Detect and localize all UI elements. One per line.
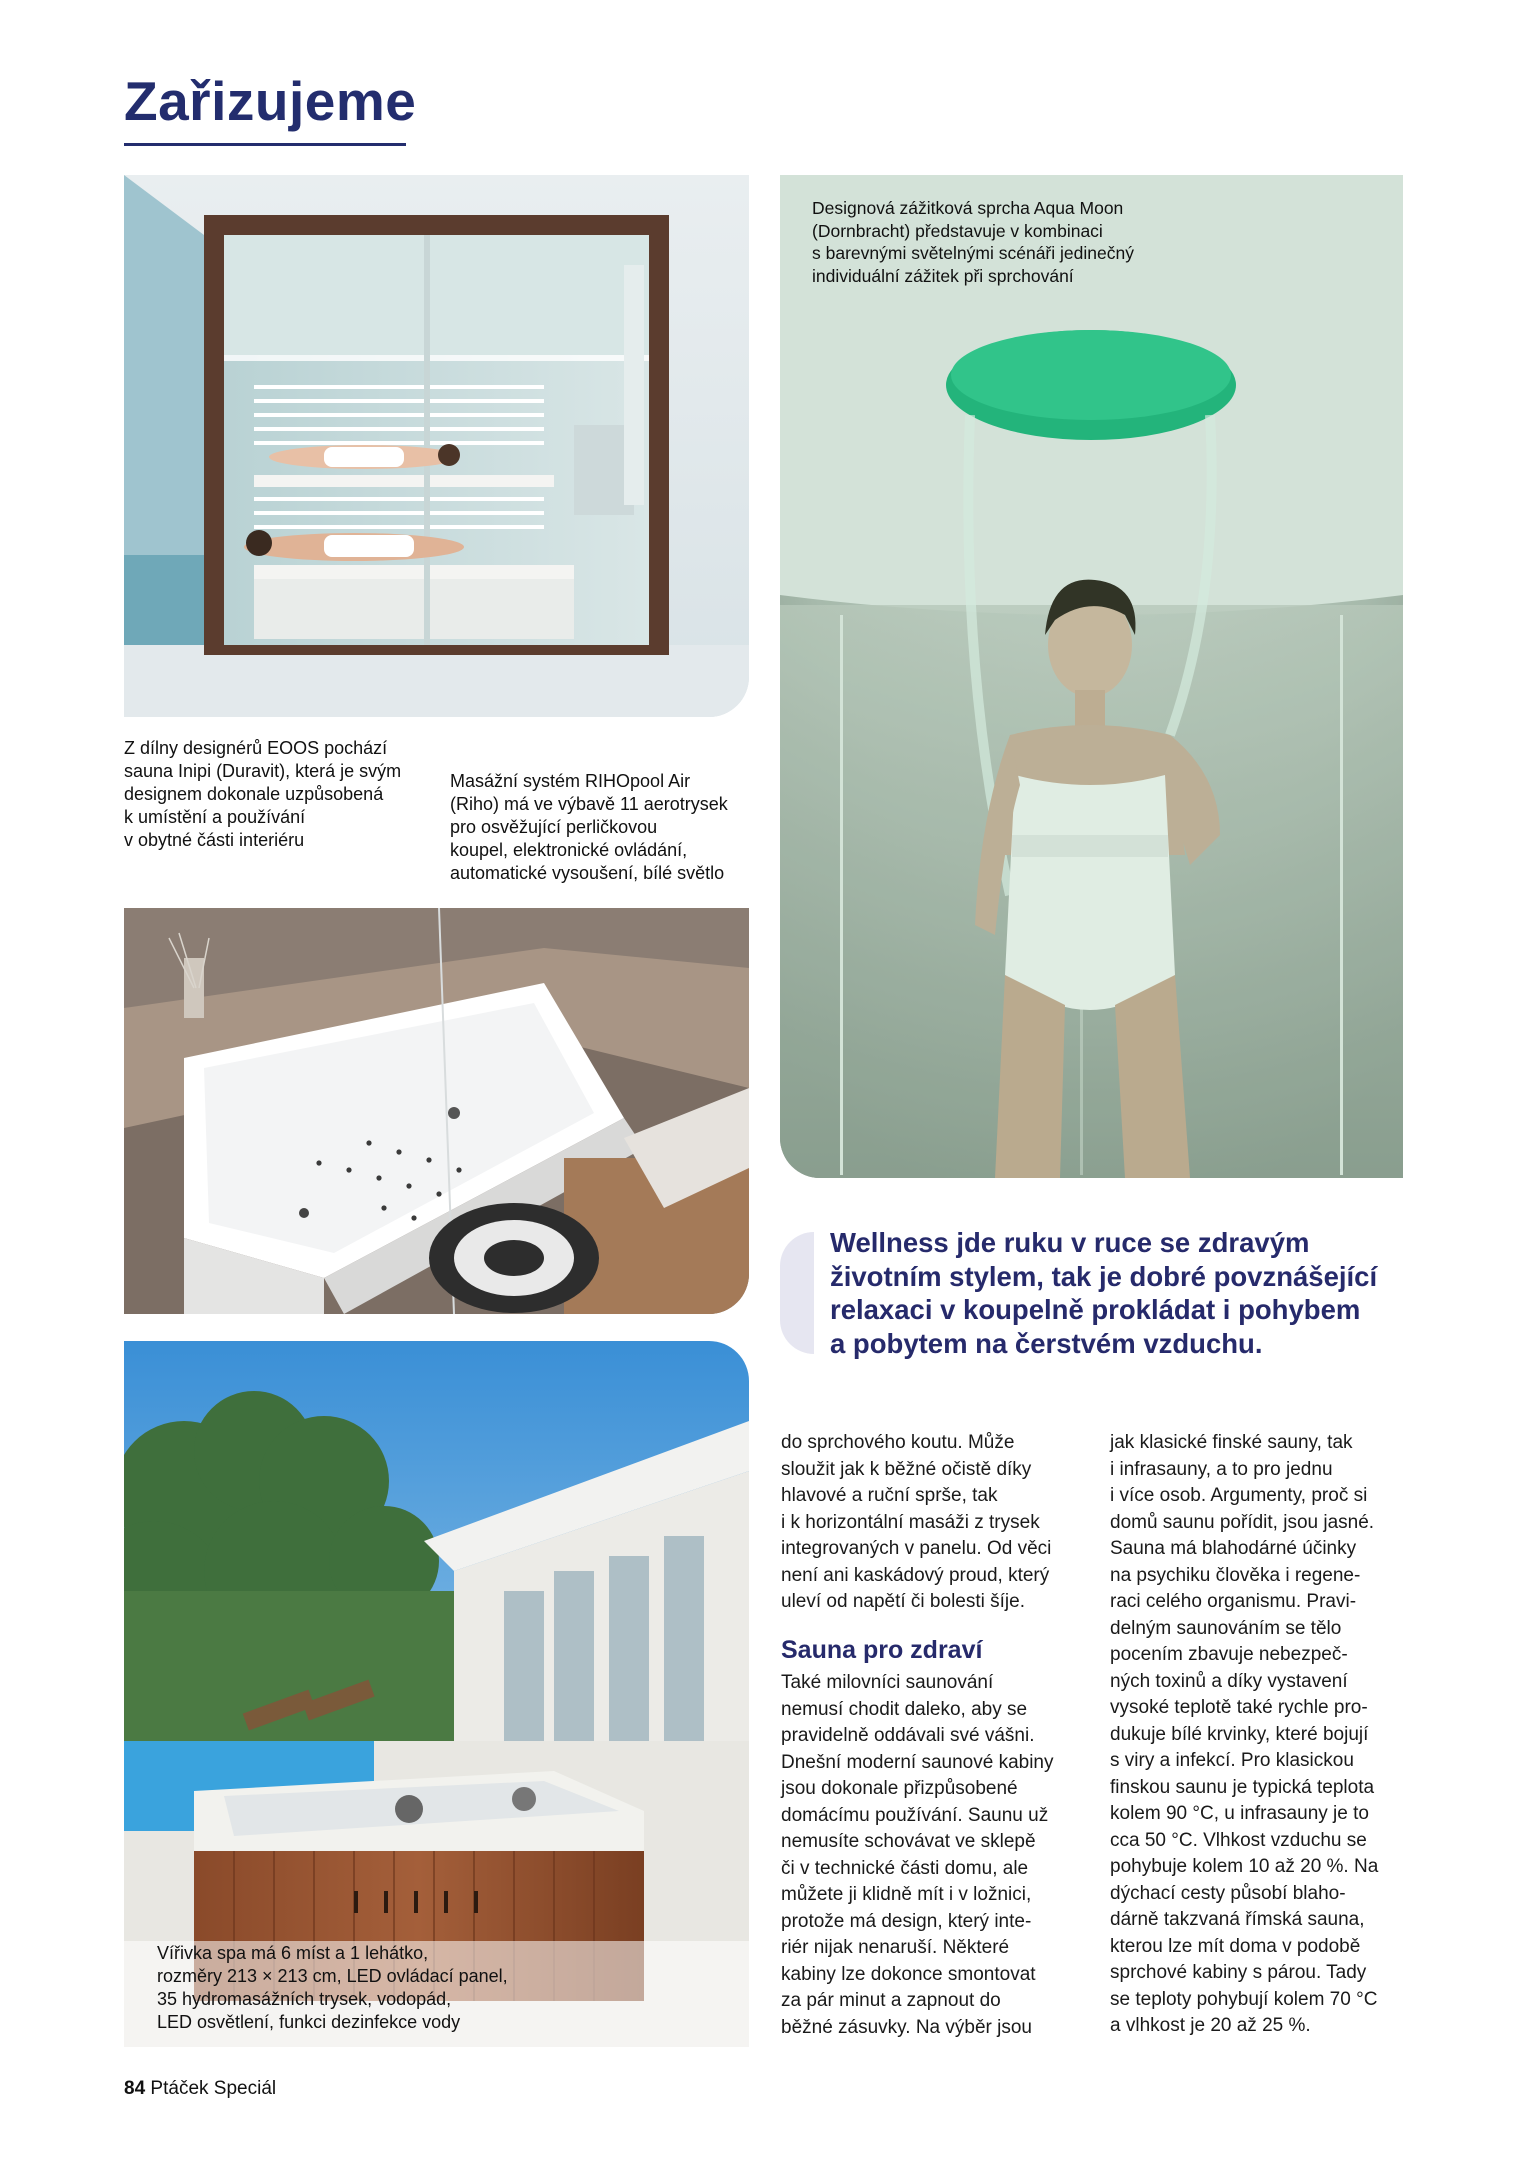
- text-line: do sprchového koutu. Může: [781, 1432, 1015, 1453]
- page-number: 84: [124, 2078, 146, 2099]
- text-line: cca 50 °C. Vlhkost vzduchu se: [1110, 1829, 1367, 1851]
- text-line: jsou dokonale přizpůsobené: [781, 1778, 1018, 1799]
- text-line: riér nijak nenaruší. Některé: [781, 1937, 1010, 1958]
- text-line: protože má design, který inte-: [781, 1910, 1032, 1932]
- text-line: dýchací cesty působí blaho-: [1110, 1882, 1346, 1904]
- text-line: jak klasické finské sauny, tak: [1110, 1432, 1353, 1453]
- title-underline: [124, 143, 406, 146]
- text-line: za pár minut a zapnout do: [781, 1990, 1001, 2011]
- text-line: běžné zásuvky. Na výběr jsou: [781, 2016, 1032, 2038]
- caption-line: sauna Inipi (Duravit), která je svým: [124, 761, 402, 781]
- text-line: domácímu používání. Saunu už: [781, 1804, 1049, 1826]
- section-heading: Sauna pro zdraví: [781, 1636, 983, 1664]
- quote-line: životním stylem, tak je dobré povznášející: [830, 1260, 1378, 1292]
- shower-caption: [812, 197, 1134, 287]
- text-line: hlavové a ruční sprše, tak: [781, 1485, 998, 1506]
- text-line: ných toxinů a díky vystavení: [1110, 1670, 1348, 1692]
- text-line: Dnešní moderní saunové kabiny: [781, 1751, 1054, 1773]
- text-line: finskou saunu je typická teplota: [1110, 1776, 1375, 1798]
- text-line: integrovaných v panelu. Od věci: [781, 1538, 1052, 1559]
- caption-line: Vířivka spa má 6 míst a 1 lehátko,: [157, 1943, 429, 1963]
- caption-line: designem dokonale uzpůsobená: [124, 784, 384, 804]
- caption-line: LED osvětlení, funkci dezinfekce vody: [157, 2012, 461, 2032]
- text-line: dukuje bílé krvinky, které bojují: [1110, 1723, 1369, 1745]
- text-line: kterou lze mít doma v podobě: [1110, 1935, 1361, 1957]
- text-line: uleví od napětí či bolesti šíje.: [781, 1591, 1025, 1612]
- text-line: pohybuje kolem 10 až 20 %. Na: [1110, 1856, 1379, 1877]
- text-line: a vlhkost je 20 až 25 %.: [1110, 2015, 1311, 2036]
- text-line: Sauna má blahodárné účinky: [1110, 1538, 1357, 1559]
- publication-name: Ptáček Speciál: [150, 2078, 277, 2099]
- text-line: můžete ji klidně mít i v ložnici,: [781, 1884, 1032, 1905]
- caption-line: Z dílny designérů EOOS pochází: [124, 738, 388, 758]
- caption-line: s barevnými světelnými scénáři jedinečný: [812, 243, 1134, 263]
- text-line: se teploty pohybují kolem 70 °C: [1110, 1988, 1378, 2010]
- caption-line: v obytné části interiéru: [124, 830, 305, 850]
- text-line: delným saunováním se tělo: [1110, 1617, 1342, 1639]
- caption-line: individuální zážitek při sprchování: [812, 265, 1074, 286]
- sauna-caption: [124, 737, 401, 852]
- text-line: nemusí chodit daleko, aby se: [781, 1698, 1028, 1720]
- text-line: domů saunu pořídit, jsou jasné.: [1110, 1511, 1375, 1533]
- article-column-1-top: [781, 1430, 1051, 1616]
- page-title: Zařizujeme: [124, 70, 417, 132]
- caption-line: Masážní systém RIHOpool Air: [450, 771, 691, 791]
- caption-line: (Riho) má ve výbavě 11 aerotrysek: [450, 794, 728, 814]
- article-column-2: [1110, 1430, 1378, 2040]
- quote-accent: [780, 1232, 814, 1354]
- caption-line: koupel, elektronické ovládání,: [450, 840, 688, 860]
- text-line: i k horizontální masáži z trysek: [781, 1511, 1040, 1533]
- text-line: na psychiku člověka i regene-: [1110, 1564, 1361, 1586]
- text-line: či v technické části domu, ale: [781, 1857, 1029, 1879]
- caption-line: pro osvěžující perličkovou: [450, 817, 658, 837]
- pull-quote: [830, 1226, 1430, 1360]
- caption-line: (Dornbracht) představuje v kombinaci: [812, 220, 1103, 241]
- caption-line: automatické vysoušení, bílé světlo: [450, 863, 725, 883]
- text-line: sprchové kabiny s párou. Tady: [1110, 1962, 1367, 1983]
- spa-caption: [157, 1942, 508, 2034]
- text-line: raci celého organismu. Pravi-: [1110, 1591, 1357, 1612]
- quote-line: Wellness jde ruku v ruce se zdravým: [830, 1227, 1310, 1258]
- text-line: Také milovníci saunování: [781, 1672, 994, 1693]
- text-line: pocením zbavuje nebezpeč-: [1110, 1644, 1348, 1665]
- text-line: nemusíte schovávat ve sklepě: [781, 1831, 1036, 1852]
- article-column-1-bottom: [781, 1670, 1054, 2041]
- text-line: vysoké teplotě také rychle pro-: [1110, 1697, 1368, 1718]
- bath-caption: [450, 770, 728, 885]
- text-line: sloužit jak k běžné očistě díky: [781, 1458, 1032, 1480]
- sauna-photo: [124, 175, 749, 717]
- text-line: i infrasauny, a to pro jednu: [1110, 1458, 1333, 1480]
- caption-line: k umístění a používání: [124, 807, 306, 827]
- text-line: kabiny lze dokonce smontovat: [781, 1963, 1036, 1985]
- text-line: pravidelně oddávali své vášni.: [781, 1725, 1035, 1746]
- quote-line: a pobytem na čerstvém vzduchu.: [830, 1327, 1263, 1359]
- text-line: i více osob. Argumenty, proč si: [1110, 1485, 1368, 1506]
- text-line: kolem 90 °C, u infrasauny je to: [1110, 1803, 1369, 1824]
- caption-line: rozměry 213 × 213 cm, LED ovládací panel,: [157, 1966, 508, 1986]
- caption-line: Designová zážitková sprcha Aqua Moon: [812, 198, 1124, 218]
- text-line: dárně takzvaná římská sauna,: [1110, 1909, 1365, 1930]
- text-line: není ani kaskádový proud, který: [781, 1564, 1050, 1586]
- shower-photo: [780, 175, 1403, 1178]
- caption-line: 35 hydromasážních trysek, vodopád,: [157, 1989, 452, 2009]
- bathtub-photo: [124, 908, 749, 1314]
- quote-line: relaxaci v koupelně prokládat i pohybem: [830, 1294, 1361, 1325]
- text-line: s viry a infekcí. Pro klasickou: [1110, 1750, 1354, 1771]
- page-footer: [124, 2078, 276, 2100]
